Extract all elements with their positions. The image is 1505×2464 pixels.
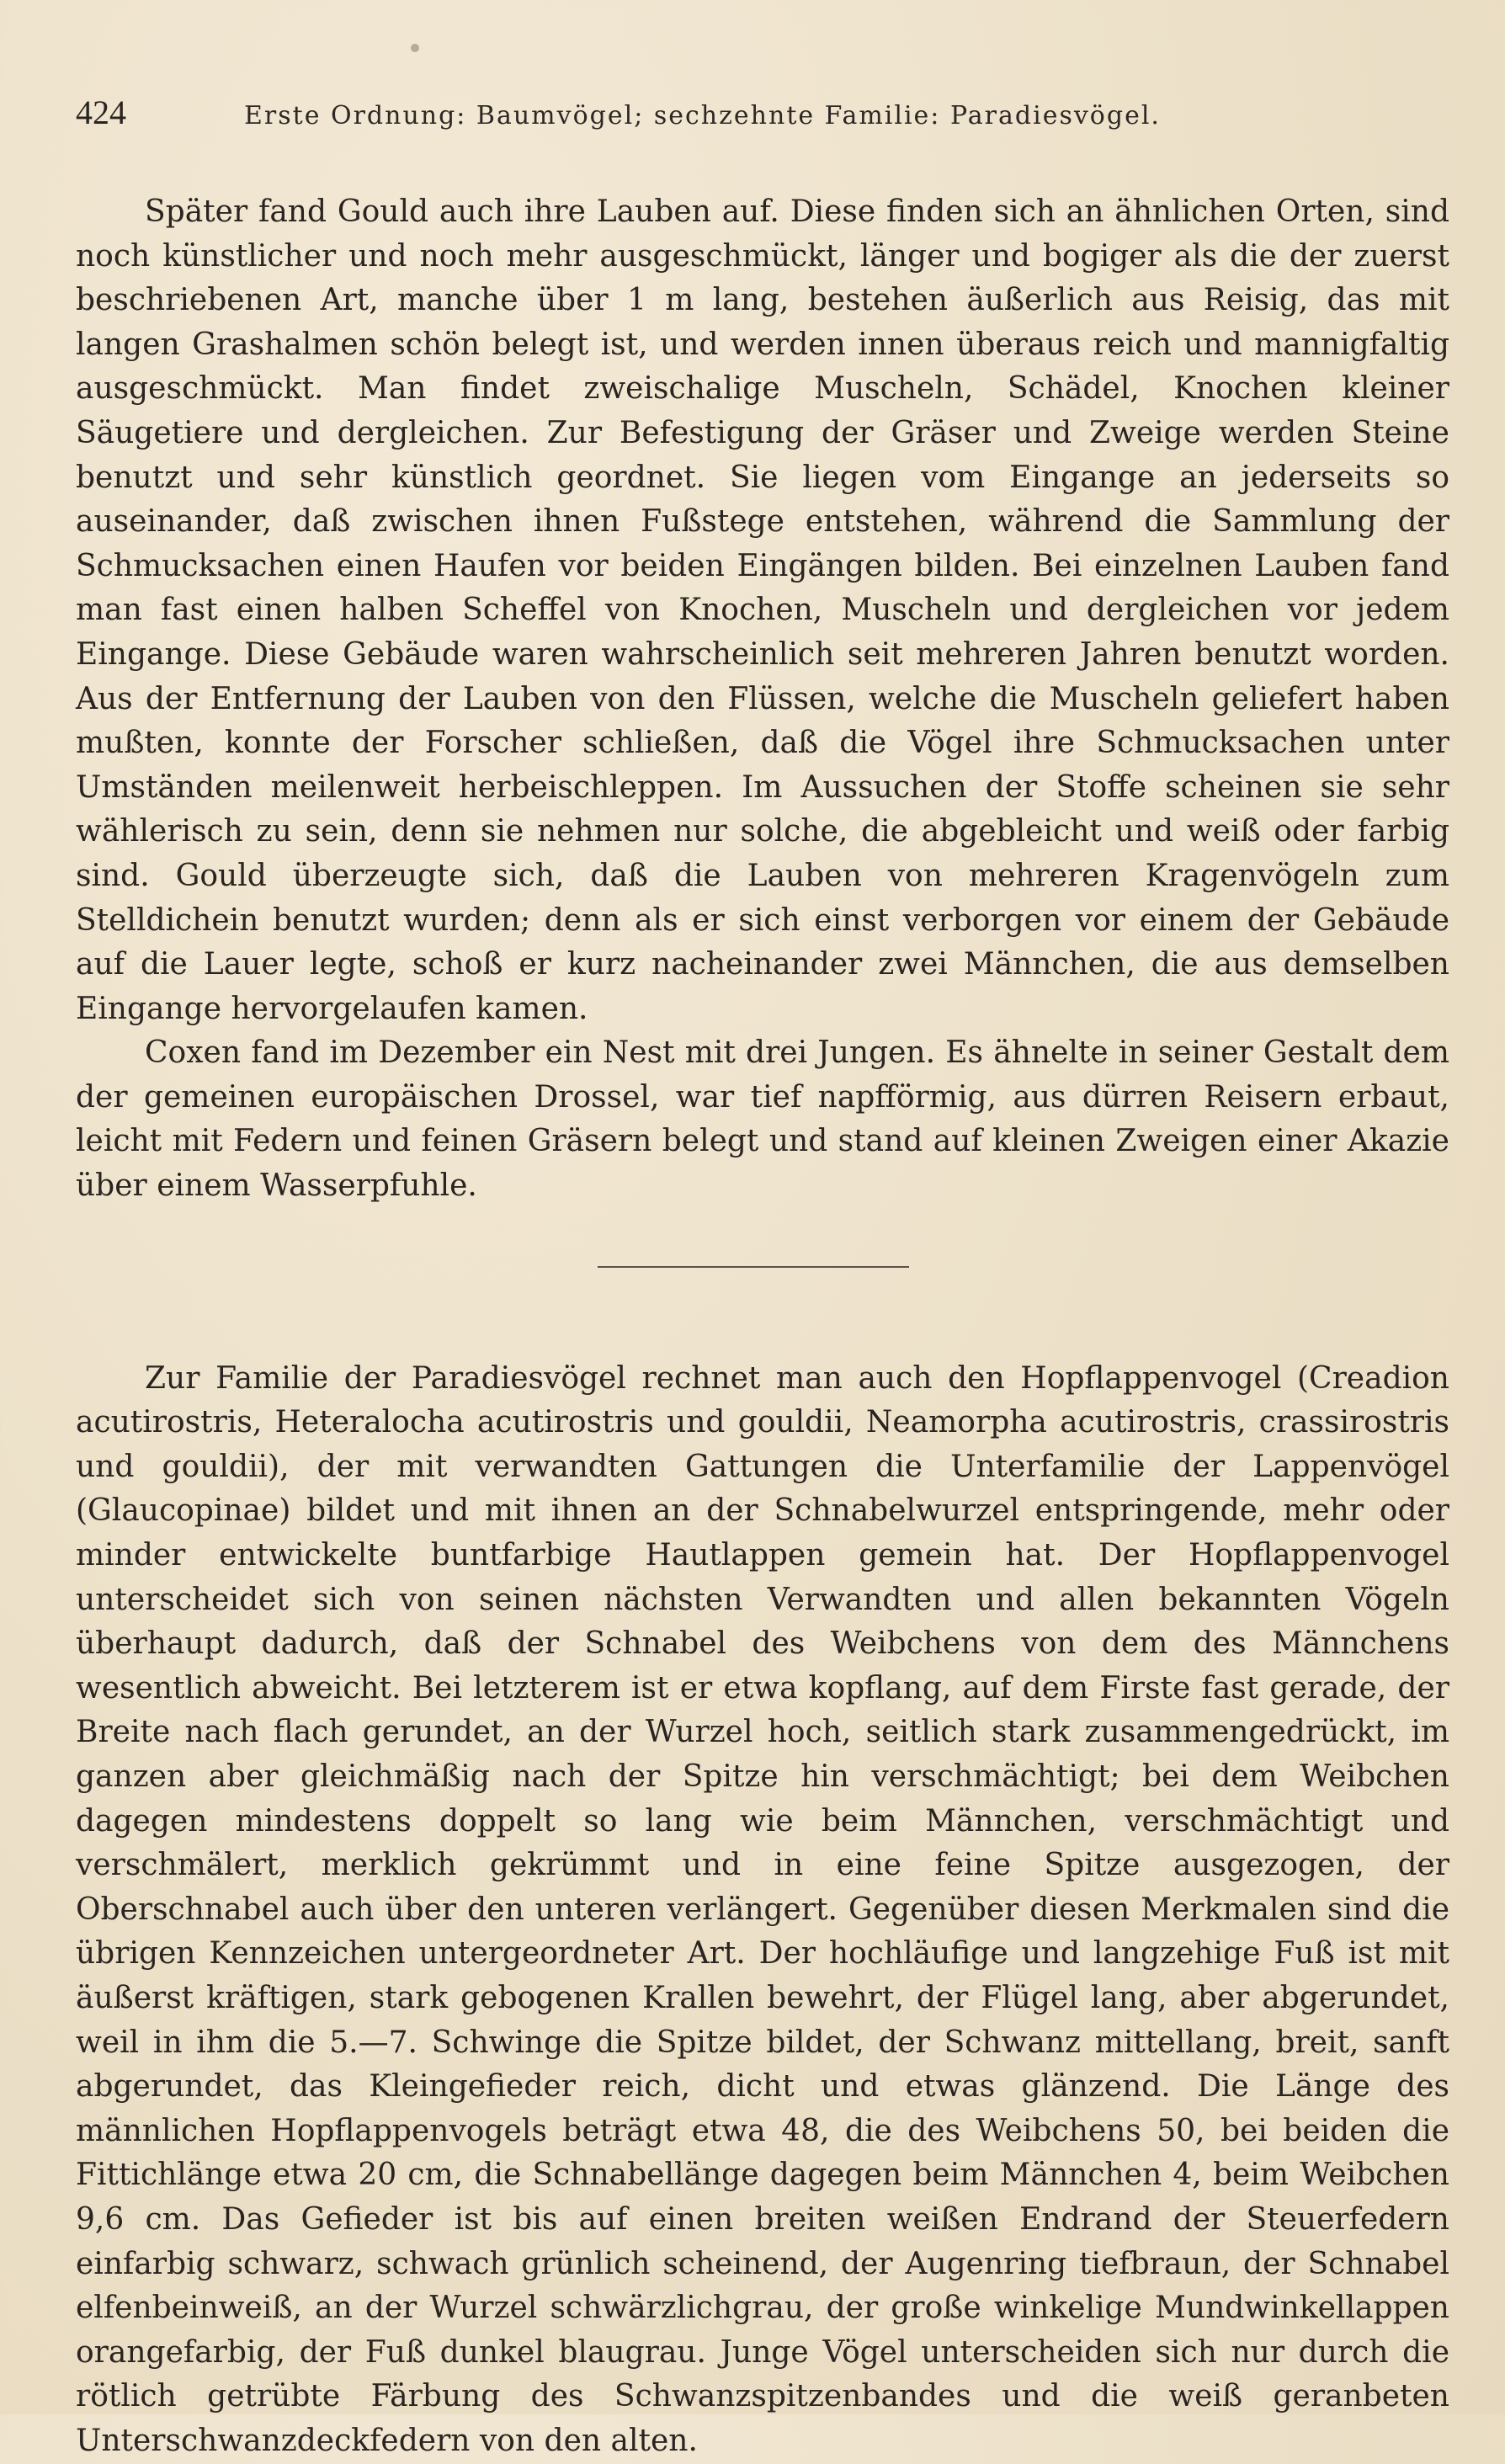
paragraph-hopflappenvogel: Zur Familie der Paradiesvögel rechnet man auch den Hopflappenvogel (Creadion acutirostris, Heteralocha acutirostris und gouldii, Neamorpha acutirostris, crassirostris und gouldii), der mit verwandten Gattungen die Unterfamilie der Lappenvögel (Glaucopinae) bildet und mit ihnen an der Schnabelwurzel entspringende, mehr oder minder entwickelte buntfarbige Hautlappen gemein hat. Der Hopflappenvogel unterscheidet sich von seinen nächsten Verwandten und allen bekannten Vögeln überhaupt dadurch, daß der Schnabel des Weibchens von dem des Männchens wesentlich abweicht. Bei letzterem ist er etwa kopflang, auf dem Firste fast gerade, der Breite nach flach gerundet, an der Wurzel hoch, seitlich stark zusammengedrückt, im ganzen aber gleichmäßig nach der Spitze hin verschmächtigt; bei dem Weibchen dagegen mindestens doppelt so lang wie beim Männchen, verschmächtigt und verschmälert, merklich gekrümmt und in eine feine Spitze ausgezogen, der Oberschnabel auch über den unteren verlängert. Gegenüber diesen Merkmalen sind die übrigen Kennzeichen untergeordneter Art. Der hochläufige und langzehige Fuß ist mit äußerst kräftigen, stark gebogenen Krallen bewehrt, der Flügel lang, aber abgerundet, weil in ihm die 5.—7. Schwinge die Spitze bildet, der Schwanz mittellang, breit, sanft abgerundet, das Kleingefieder reich, dicht und etwas glänzend. Die Länge des männlichen Hopflappenvogels beträgt etwa 48, die des Weibchens 50, bei beiden die Fittichlänge etwa 20 cm, die Schnabellänge dagegen beim Männchen 4, beim Weibchen 9,6 cm. Das Gefieder ist bis auf einen breiten weißen Endrand der Steuerfedern einfarbig schwarz, schwach grünlich scheinend, der Augenring tiefbraun, der Schnabel elfenbeinweiß, an der Wurzel schwärzlichgrau, der große winkelige Mundwinkellappen orangefarbig, der Fuß dunkel blaugrau. Junge Vögel unterscheiden sich nur durch die rötlich getrübte Färbung des Schwanzspitzenbandes und die weiß geranbeten Unterschwanzdeckfedern von den alten.: [76, 1360, 1449, 2458]
section-bowerbird: [76, 190, 1449, 1209]
ink-spot: [411, 44, 419, 52]
page-header: [76, 93, 1449, 152]
section-divider: [598, 1266, 909, 1268]
section-hopflappenvogel: [76, 1357, 1449, 2464]
book-page: [76, 93, 1449, 2464]
running-head: Erste Ordnung: Baumvögel; sechzehnte Familie: Paradiesvögel.: [244, 101, 1161, 130]
paragraph-nest: Coxen fand im Dezember ein Nest mit drei Jungen. Es ähnelte in seiner Gestalt dem der gemeinen europäischen Drossel, war tief napfförmig, aus dürren Reisern erbaut, leicht mit Federn und feinen Gräsern belegt und stand auf kleinen Zweigen einer Akazie über einem Wasserpfuhle.: [76, 1035, 1449, 1204]
paragraph-lauben: Später fand Gould auch ihre Lauben auf. Diese finden sich an ähnlichen Orten, sind noch künstlicher und noch mehr ausgeschmückt, länger und bogiger als die der zuerst beschriebenen Art, manche über 1 m lang, bestehen äußerlich aus Reisig, das mit langen Grashalmen schön belegt ist, und werden innen überaus reich und mannigfaltig ausgeschmückt. Man findet zweischalige Muscheln, Schädel, Knochen kleiner Säugetiere und dergleichen. Zur Befestigung der Gräser und Zweige werden Steine benutzt und sehr künstlich geordnet. Sie liegen vom Eingange an jederseits so auseinander, daß zwischen ihnen Fußstege entstehen, während die Sammlung der Schmucksachen einen Haufen vor beiden Eingängen bilden. Bei einzelnen Lauben fand man fast einen halben Scheffel von Knochen, Muscheln und dergleichen vor jedem Eingange. Diese Gebäude waren wahrscheinlich seit mehreren Jahren benutzt worden. Aus der Entfernung der Lauben von den Flüssen, welche die Muscheln geliefert haben mußten, konnte der Forscher schließen, daß die Vögel ihre Schmucksachen unter Umständen meilenweit herbeischleppen. Im Aussuchen der Stoffe scheinen sie sehr wählerisch zu sein, denn sie nehmen nur solche, die abgebleicht und weiß oder farbig sind. Gould überzeugte sich, daß die Lauben von mehreren Kragenvögeln zum Stelldichein benutzt wurden; denn als er sich einst verborgen vor einem der Gebäude auf die Lauer legte, schoß er kurz nacheinander zwei Männchen, die aus demselben Eingange hervorgelaufen kamen.: [76, 194, 1449, 1026]
page-number: 424: [76, 93, 126, 131]
